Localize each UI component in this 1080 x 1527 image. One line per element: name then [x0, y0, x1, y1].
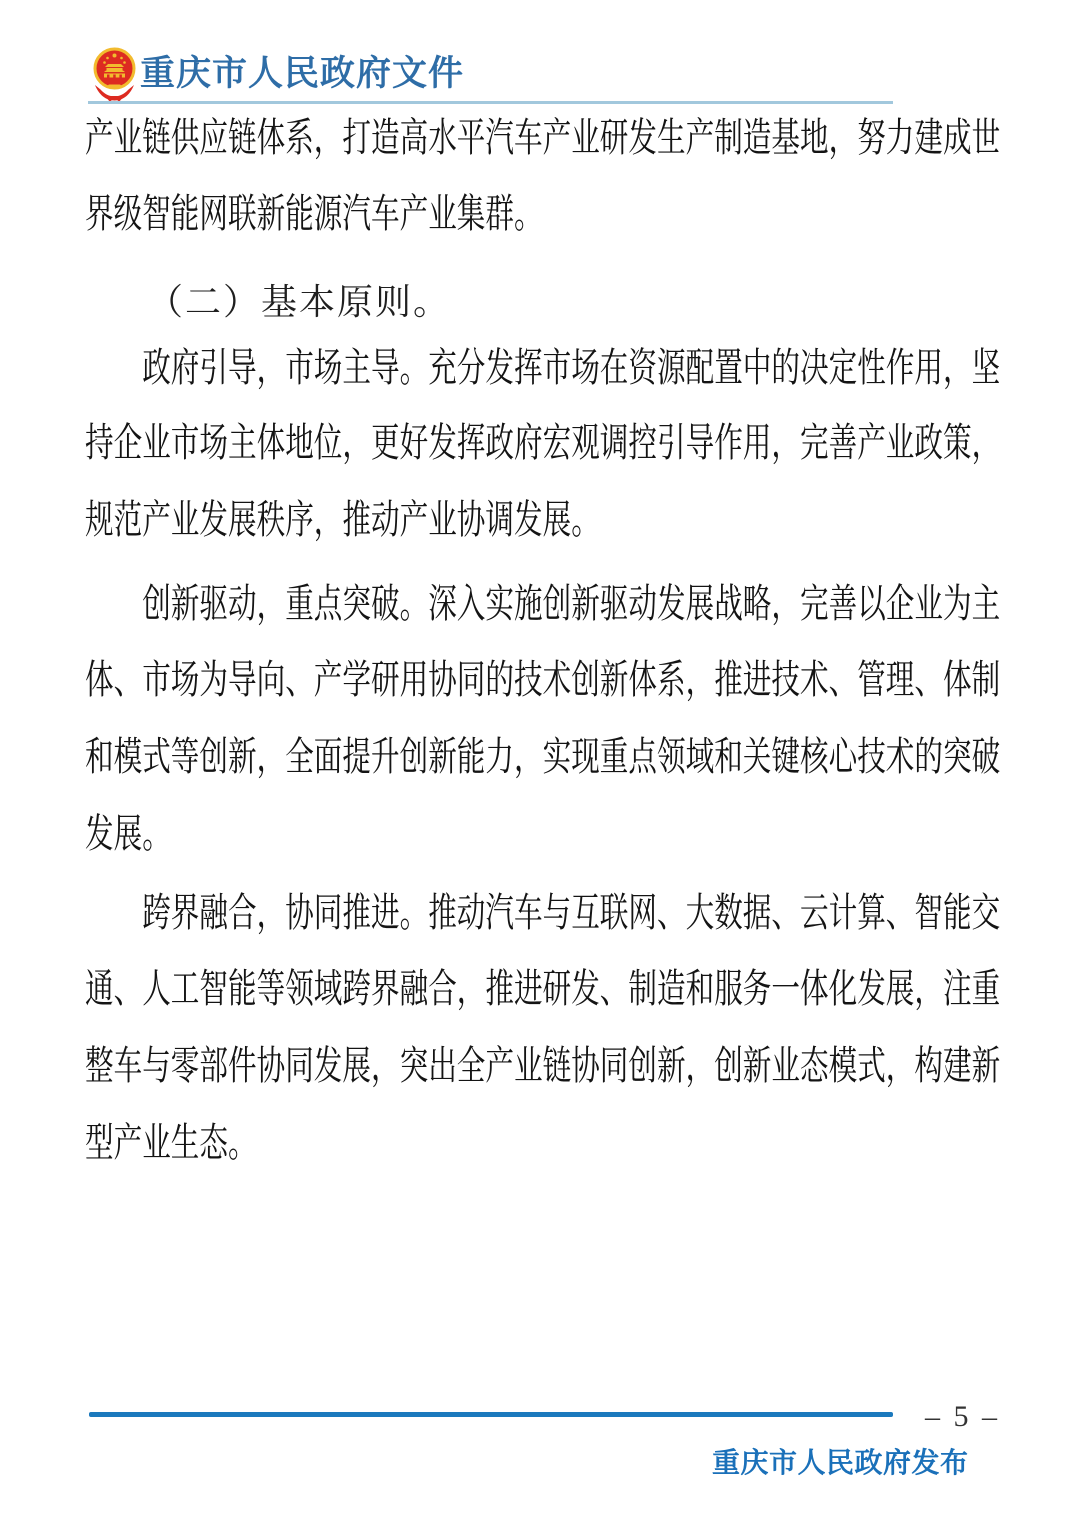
text-line: 创新驱动，重点突破。深入实施创新驱动发展战略，完善以企业为主 — [142, 582, 1001, 626]
text-line: 发展。 — [85, 812, 171, 856]
text-line: 产业链供应链体系，打造高水平汽车产业研发生产制造基地，努力建成世 — [85, 116, 1001, 160]
publisher-credit: 重庆市人民政府发布 — [712, 1448, 969, 1479]
text-line: 界级智能网联新能源汽车产业集群。 — [85, 192, 543, 236]
text-line: 型产业生态。 — [85, 1121, 257, 1165]
text-line: 整车与零部件协同发展，突出全产业链协同创新，创新业态模式，构建新 — [85, 1044, 1001, 1088]
header-divider — [88, 101, 893, 104]
page-number: – 5 – — [925, 1400, 1000, 1433]
text-line: 体、市场为导向、产学研用协同的技术创新体系，推进技术、管理、体制 — [85, 658, 1001, 702]
text-line: 规范产业发展秩序，推动产业协调发展。 — [85, 498, 600, 542]
text-line: 跨界融合，协同推进。推动汽车与互联网、大数据、云计算、智能交 — [142, 891, 1001, 935]
document-header-title: 重庆市人民政府文件 — [140, 54, 465, 93]
text-line: 持企业市场主体地位，更好发挥政府宏观调控引导作用，完善产业政策， — [85, 421, 1001, 465]
section-heading: （二）基本原则。 — [147, 282, 452, 322]
text-line: 通、人工智能等领域跨界融合，推进研发、制造和服务一体化发展，注重 — [85, 967, 1001, 1011]
text-line: 政府引导，市场主导。充分发挥市场在资源配置中的决定性作用，坚 — [142, 346, 1001, 390]
china-national-emblem-icon — [91, 47, 138, 103]
footer-divider — [89, 1412, 893, 1417]
text-line: 和模式等创新，全面提升创新能力，实现重点领域和关键核心技术的突破 — [85, 735, 1001, 779]
